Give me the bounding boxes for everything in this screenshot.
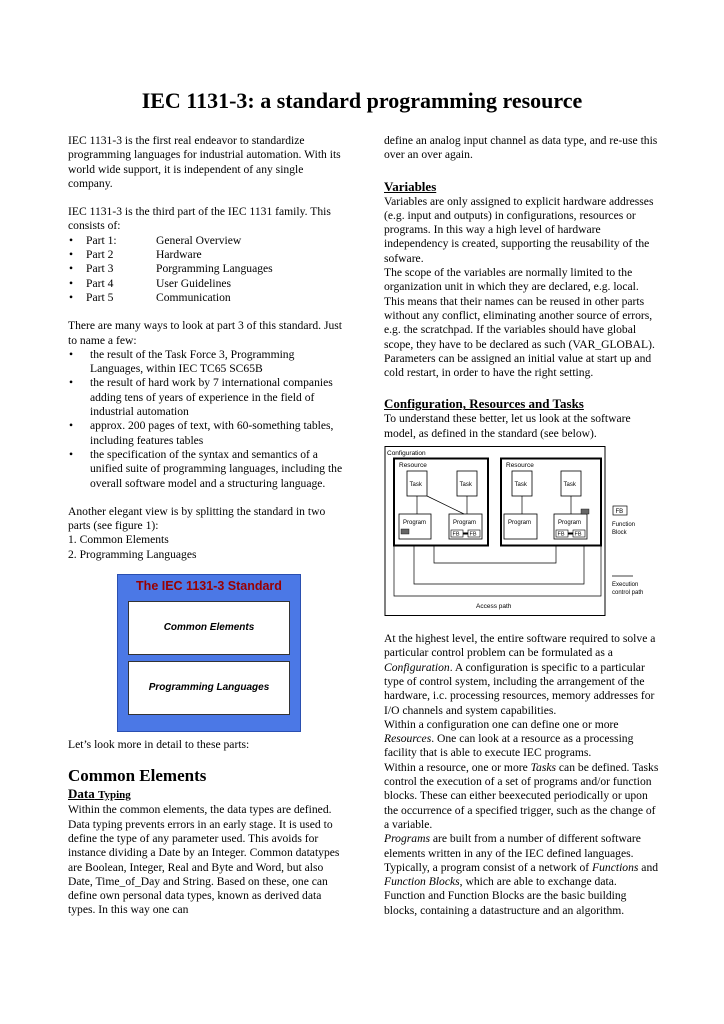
lookmore-paragraph: Let’s look more in detail to these parts: — [68, 738, 250, 752]
data-typing-paragraph: Within the common elements, the data types are defined. Data typing prevents errors in an early stage. It is used to define the type of any parameter used. This avoids for instance dividing a Date by an Integer. Common datatypes are Boolean, Integer, Real and Byte and Word, but also Date, Time_of_Day and String. Based on these, one can define own personal data types, known as derived data types. In this way one can — [68, 803, 340, 917]
task-label: Task — [514, 482, 527, 489]
program-label: Program — [508, 520, 532, 527]
fb-legend-label: FB — [615, 509, 624, 516]
tasks-paragraph: Within a resource, one or more Tasks can be defined. Tasks control the execution of a set of programs and/or function blocks. These can either beexecuted periodically or upon the occurrence of a specified trigger, such as the change of a variable. — [384, 760, 659, 831]
list-item: • approx. 200 pages of text, with 60-something tables, including features tables — [68, 419, 343, 448]
fb-label: FB — [574, 531, 582, 538]
right-column — [384, 134, 660, 918]
svg-text:Block: Block — [612, 530, 627, 537]
configuration-heading: Configuration, Resources and Tasks — [384, 396, 584, 412]
elegant-paragraph: Another elegant view is by splitting the standard in two parts (see figure 1): — [68, 504, 326, 533]
continuation-paragraph: define an analog input channel as data type, and re-use this over an over again. — [384, 134, 658, 162]
standard-figure — [117, 574, 301, 732]
bullet-list — [68, 348, 343, 491]
common-elements-heading: Common Elements — [68, 766, 207, 786]
function-block-label: Function — [612, 522, 636, 529]
list-item: 1. Common Elements — [68, 533, 169, 547]
list-item: • Part 1: General Overview — [68, 234, 343, 248]
data-typing-heading: Data Typing — [68, 786, 131, 802]
list-item: • the result of the Task Force 3, Programming Languages, within IEC TC65 SC65B — [68, 348, 343, 377]
program-label: Program — [403, 520, 427, 527]
access-path-label: Access path — [476, 603, 512, 611]
programming-languages-box: Programming Languages — [128, 661, 290, 715]
list-item: • Part 3 Porgramming Languages — [68, 262, 343, 276]
configuration-intro: To understand these better, let us look at the software model, as defined in the standard (see below). — [384, 412, 631, 440]
task-label: Task — [409, 482, 422, 489]
program-label: Program — [453, 520, 477, 527]
figure-title: The IEC 1131-3 Standard — [136, 579, 282, 594]
variables-heading: Variables — [384, 178, 437, 194]
ways-paragraph: There are many ways to look at part 3 of this standard. Just to name a few: — [68, 319, 342, 347]
configuration-label: Configuration — [387, 450, 426, 458]
family-paragraph: IEC 1131-3 is the third part of the IEC 1131 family. This consists of: — [68, 205, 331, 233]
fb-label: FB — [452, 531, 460, 538]
task-label: Task — [459, 482, 472, 489]
variables-paragraph-1: Variables are only assigned to explicit hardware addresses (e.g. input and outputs) in configurations, resources or programs. In this way a high level of hardware independency is created, supporting the reusability of the sofware. — [384, 194, 654, 265]
programs-paragraph: Programs are built from a number of different software elements written in any of the IEC defined languages. Typically, a program consist of a network of Functions and Function Blocks, which are able to exchange data. Function and Function Blocks are the basic building blocks, containing a datastructure and an algorithm. — [384, 832, 659, 917]
resource-label: Resource — [399, 462, 427, 470]
task-label: Task — [563, 482, 576, 489]
execution-control-path-label: Execution — [612, 582, 639, 589]
numbered-list — [68, 533, 343, 562]
list-item: • Part 5 Communication — [68, 291, 343, 305]
list-item: • Part 2 Hardware — [68, 248, 343, 262]
left-column — [68, 134, 343, 918]
resources-paragraph: Within a configuration one can define one or more Resources. One can look at a resource as a processing facility that is able to execute IEC programs. — [384, 717, 634, 760]
configuration-paragraph: At the highest level, the entire software required to solve a particular control problem can be formulated as a Configuration. A configuration is specific to a particular type of control system, including the arrangement of the hardware, i.c. processing resources, memory addresses for I/O channels and system capabilities. — [384, 632, 656, 717]
list-item: • the specification of the syntax and semantics of a unified suite of programming languages, including the overall software model and a structuring language. — [68, 448, 343, 491]
page-title: IEC 1131-3: a standard programming resource — [141, 88, 583, 113]
fb-label: FB — [557, 531, 565, 538]
fb-label: FB — [469, 531, 477, 538]
program-label: Program — [558, 520, 582, 527]
svg-text:control path: control path — [612, 590, 644, 597]
list-item: • the result of hard work by 7 international companies adding tens of years of experience in the field of industrial automation — [68, 376, 343, 419]
software-model-diagram — [384, 446, 660, 618]
parts-list — [68, 234, 343, 305]
list-item: 2. Programming Languages — [68, 547, 197, 561]
resource-label: Resource — [506, 462, 534, 470]
list-item: • Part 4 User Guidelines — [68, 277, 343, 291]
variables-paragraph-2: The scope of the variables are normally limited to the organization unit in which they are declared, e.g. local. This means that their names can be reused in other parts without any conflict, eliminating another source of errors, e.g. the scratchpad. If the variables should have global scope, they have to be declared as such (VAR_GLOBAL). Parameters can be assigned an initial value at start up and cold restart, in order to have the right setting. — [384, 266, 655, 380]
common-elements-box: Common Elements — [128, 601, 290, 655]
intro-paragraph: IEC 1131-3 is the first real endeavor to standardize programming languages for industrial automation. With its world wide support, it is independent of any single company. — [68, 134, 341, 190]
